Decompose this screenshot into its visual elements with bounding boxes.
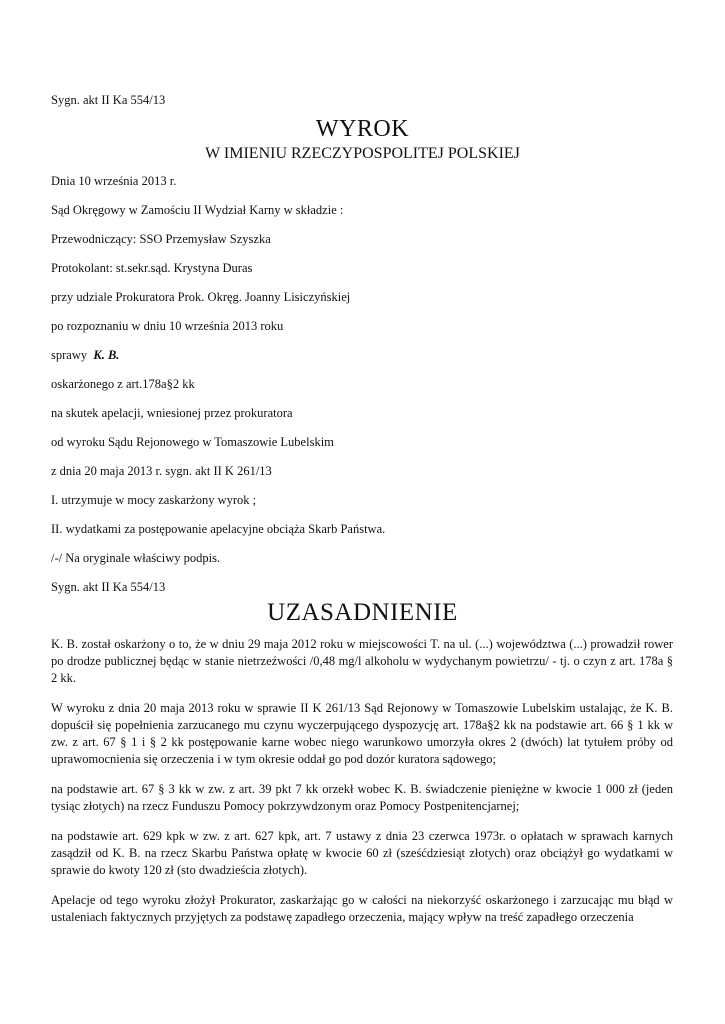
charge-line: oskarżonego z art.178a§2 kk (51, 377, 195, 391)
case-signature: Sygn. akt II Ka 554/13 (51, 93, 166, 107)
verdict-date: Dnia 10 września 2013 r. (51, 174, 177, 188)
hearing-date: po rozpoznaniu w dniu 10 września 2013 roku (51, 319, 284, 333)
defendant-name: K. B. (93, 348, 120, 362)
lower-court-date: z dnia 20 maja 2013 r. sygn. akt II K 261/13 (51, 464, 272, 478)
justification-paragraph-1: K. B. został oskarżony o to, że w dniu 29 maja 2012 roku w miejscowości T. na ul. (...) województwa (...) prowadził rower po drodze publicznej będąc w stanie nietrzeźwości /0,48 mg/l alkoholu w wydychanym powietrzu/ - tj. o czyn z art. 178a § 2 kk. (51, 637, 673, 685)
appeal-line: na skutek apelacji, wniesionej przez prokuratora (51, 406, 293, 420)
lower-court-line: od wyroku Sądu Rejonowego w Tomaszowie Lubelskim (51, 435, 334, 449)
justification-paragraph-3: na podstawie art. 67 § 3 kk w zw. z art. 39 pkt 7 kk orzekł wobec K. B. świadczenie pieniężne w kwocie 1 000 zł (jeden tysiąc złotych) na rzecz Funduszu Pomocy pokrzywdzonym oraz Pomocy Postpenitencjarnej; (51, 782, 673, 813)
verdict-subtitle: W IMIENIU RZECZYPOSPOLITEJ POLSKIEJ (205, 145, 520, 162)
case-signature-2: Sygn. akt II Ka 554/13 (51, 580, 166, 594)
presiding-judge: Przewodniczący: SSO Przemysław Szyszka (51, 232, 271, 246)
justification-title: UZASADNIENIE (267, 599, 458, 626)
verdict-title: WYROK (315, 116, 410, 142)
prosecutor-line: przy udziale Prokuratora Prok. Okręg. Joanny Lisiczyńskiej (51, 290, 351, 304)
ruling-point-1: I. utrzymuje w mocy zaskarżony wyrok ; (51, 493, 257, 507)
justification-paragraph-4: na podstawie art. 629 kpk w zw. z art. 627 kpk, art. 7 ustawy z dnia 23 czerwca 1973r. o opłatach w sprawach karnych zasądził od K. B. na rzecz Skarbu Państwa opłatę w kwocie 60 zł (sześćdziesiąt złotych) oraz obciążył go wydatkami w sprawie do kwoty 120 zł (sto dwadzieścia złotych). (51, 829, 673, 877)
original-signature-note: /-/ Na oryginale właściwy podpis. (51, 551, 221, 565)
court-clerk: Protokolant: st.sekr.sąd. Krystyna Duras (51, 261, 253, 275)
justification-paragraph-5: Apelacje od tego wyroku złożył Prokurator, zaskarżając go w całości na niekorzyść oskarżonego i zarzucając mu błąd w ustaleniach faktycznych przyjętych za podstawę zapadłego orzeczenia, mający wpływ na treść zapadłego orzeczenia (51, 893, 673, 924)
case-line (51, 347, 119, 363)
court-composition: Sąd Okręgowy w Zamościu II Wydział Karny w składzie : (51, 203, 344, 217)
ruling-point-2: II. wydatkami za postępowanie apelacyjne obciąża Skarb Państwa. (51, 522, 386, 536)
justification-paragraph-2: W wyroku z dnia 20 maja 2013 roku w sprawie II K 261/13 Sąd Rejonowy w Tomaszowie Lubelskim ustalając, że K. B. dopuścił się popełnienia zarzucanego mu czynu wyczerpującego dyspozycję art. 178a§2 kk na podstawie art. 66 § 1 kk w zw. z art. 67 § 1 i § 2 kk postępowanie karne wobec niego warunkowo umorzyła okres 2 (dwóch) lat tytułem próby od uprawomocnienia się orzeczenia i w tym okresie oddał go pod dozór kuratora sądowego; (51, 701, 673, 766)
case-prefix: sprawy (51, 348, 88, 362)
